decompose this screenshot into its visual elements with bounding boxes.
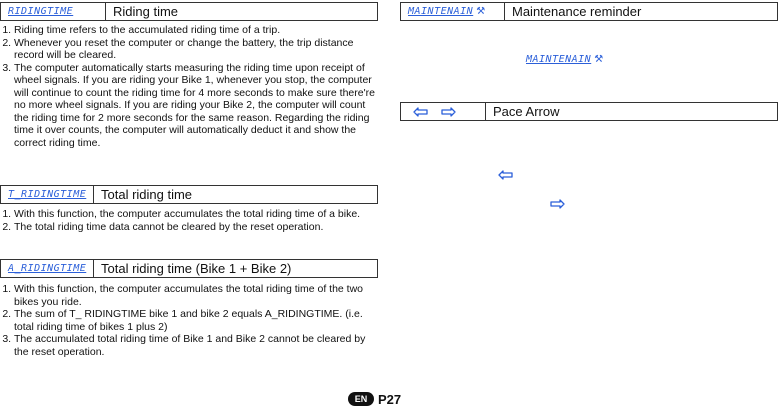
pace-arrow-lcd-cell	[401, 103, 486, 120]
pace-arrow-header	[400, 102, 778, 121]
pace-arrow-up-icon	[413, 107, 428, 117]
riding-time-header	[0, 2, 378, 21]
all-riding-time-lcd-cell	[1, 260, 94, 277]
page-footer	[348, 391, 401, 407]
list-item: 1. With this function, the computer accumulates the total riding time of a bike.	[14, 208, 380, 221]
list-item: 2. Whenever you reset the computer or change the battery, the trip distance record will be cleared.	[14, 37, 380, 62]
riding-time-lcd-text: RIDINGTIME	[8, 6, 74, 17]
list-item: 2. The sum of T_ RIDINGTIME bike 1 and bike 2 equals A_RIDINGTIME. (i.e. total riding time of bikes 1 plus 2)	[14, 308, 380, 333]
pace-arrow-up-icon	[498, 170, 513, 180]
all-riding-time-list	[0, 283, 380, 358]
riding-time-title: Riding time	[113, 4, 179, 19]
maintenance-title: Maintenance reminder	[512, 4, 642, 19]
all-riding-time-header	[0, 259, 378, 278]
pace-arrow-title: Pace Arrow	[493, 104, 560, 119]
page-number: P27	[378, 391, 402, 407]
total-riding-time-title: Total riding time	[101, 187, 193, 202]
riding-time-list	[0, 24, 380, 149]
all-riding-time-title: Total riding time (Bike 1 + Bike 2)	[101, 261, 292, 276]
list-item: 1. With this function, the computer accumulates the total riding time of the two bikes you ride.	[14, 283, 380, 308]
wrench-icon: ⚒	[594, 54, 604, 65]
wrench-icon: ⚒	[476, 6, 486, 17]
maintenance-header	[400, 2, 778, 21]
total-riding-time-list	[0, 208, 380, 233]
total-riding-time-header	[0, 185, 378, 204]
all-riding-time-lcd-text: A_RIDINGTIME	[8, 263, 87, 274]
pace-arrow-down-icon	[550, 199, 565, 209]
list-item: 1. Riding time refers to the accumulated riding time of a trip.	[14, 24, 380, 37]
total-riding-time-lcd-text: T_RIDINGTIME	[8, 189, 87, 200]
language-badge: EN	[348, 392, 374, 406]
list-item: 3. The computer automatically starts measuring the riding time upon receipt of wheel signals. If you are riding your Bike 1, whenever you stop, the computer will continue to count the riding time for 4 more seconds to make sure there're no more wheel signals. If you are riding your Bike 2, the computer will count the riding time for 2 more seconds for the same reason. Regarding the riding time it over counts, the computer will automatically deduct it and show the correct riding time.	[14, 62, 380, 150]
maintenance-lcd-text: MAINTENAIN	[408, 6, 474, 17]
list-item: 3. The accumulated total riding time of Bike 1 and Bike 2 cannot be cleared by the reset operation.	[14, 333, 380, 358]
list-item: 2. The total riding time data cannot be cleared by the reset operation.	[14, 221, 380, 234]
riding-time-lcd-cell	[1, 3, 106, 20]
pace-arrow-down-icon	[441, 107, 456, 117]
total-riding-time-lcd-cell	[1, 186, 94, 203]
maintenance-inline-indicator	[526, 54, 603, 65]
maintenance-lcd-cell	[401, 3, 505, 20]
maintenance-inline-lcd-text: MAINTENAIN	[526, 54, 592, 65]
